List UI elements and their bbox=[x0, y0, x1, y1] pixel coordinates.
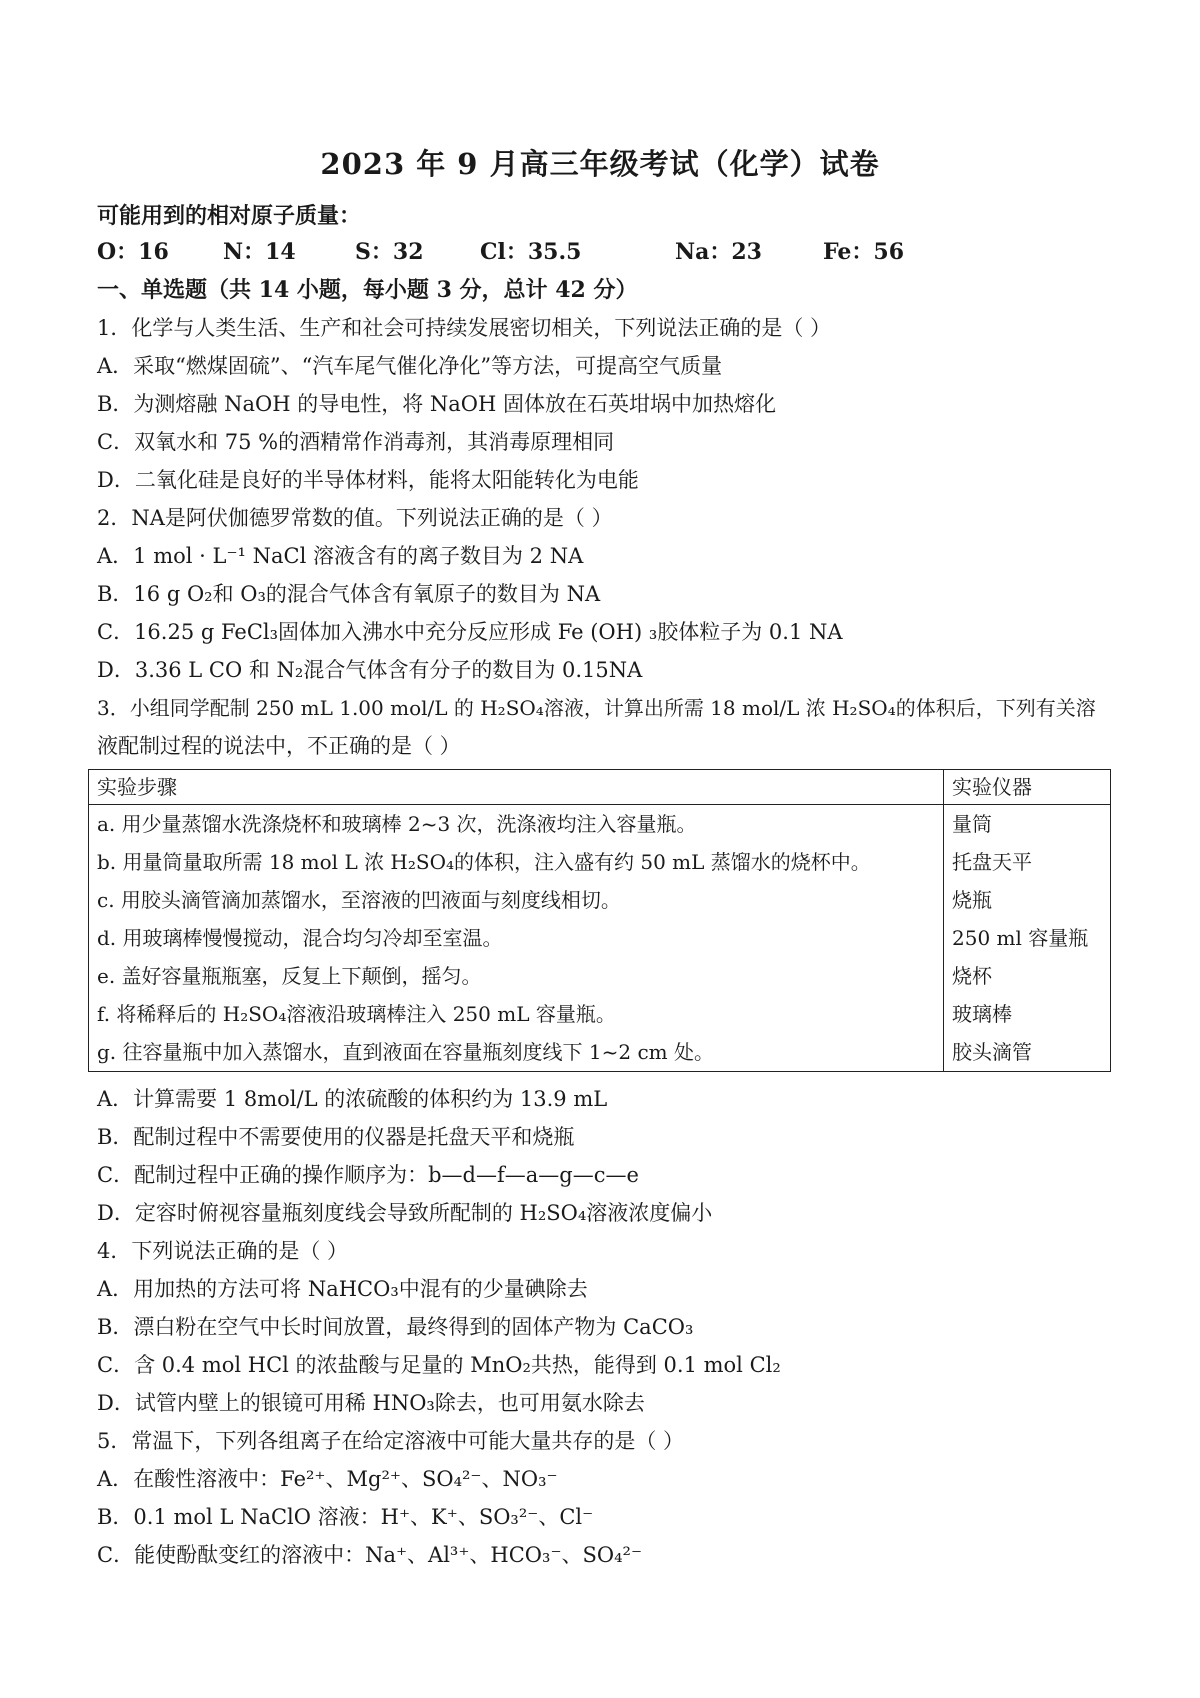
procedure-table bbox=[88, 769, 1111, 1072]
question-3-stem-line-2: 液配制过程的说法中，不正确的是（ ） bbox=[97, 734, 461, 758]
question-5-option-a: A．在酸性溶液中：Fe²⁺、Mg²⁺、SO₄²⁻、NO₃⁻ bbox=[97, 1467, 558, 1491]
procedure-steps-header: 实验步骤 bbox=[89, 770, 944, 805]
question-1-option-c: C．双氧水和 75 %的酒精常作消毒剂，其消毒原理相同 bbox=[97, 430, 615, 454]
instrument-item: 量筒 bbox=[952, 812, 992, 836]
question-4-option-d: D．试管内壁上的银镜可用稀 HNO₃除去，也可用氨水除去 bbox=[97, 1391, 645, 1415]
procedure-step: e. 盖好容量瓶瓶塞，反复上下颠倒，摇匀。 bbox=[97, 964, 482, 988]
question-2-stem: 2．NA是阿伏伽德罗常数的值。下列说法正确的是（ ） bbox=[97, 506, 613, 530]
procedure-step: g. 往容量瓶中加入蒸馏水，直到液面在容量瓶刻度线下 1~2 cm 处。 bbox=[97, 1040, 714, 1064]
question-4-option-c: C．含 0.4 mol HCl 的浓盐酸与足量的 MnO₂共热，能得到 0.1 mol Cl₂ bbox=[97, 1353, 781, 1377]
question-5-stem: 5．常温下，下列各组离子在给定溶液中可能大量共存的是（ ） bbox=[97, 1429, 685, 1453]
question-4-option-a: A．用加热的方法可将 NaHCO₃中混有的少量碘除去 bbox=[97, 1277, 588, 1301]
question-4-stem: 4．下列说法正确的是（ ） bbox=[97, 1239, 349, 1263]
question-2-option-a: A．1 mol · L⁻¹ NaCl 溶液含有的离子数目为 2 NA bbox=[97, 544, 584, 568]
atomic-mass-item: O：16 bbox=[97, 239, 169, 265]
procedure-step: c. 用胶头滴管滴加蒸馏水，至溶液的凹液面与刻度线相切。 bbox=[97, 888, 621, 912]
question-4-option-b: B．漂白粉在空气中长时间放置，最终得到的固体产物为 CaCO₃ bbox=[97, 1315, 694, 1339]
atomic-mass-item: Na：23 bbox=[675, 239, 762, 265]
instrument-item: 烧瓶 bbox=[952, 888, 992, 912]
question-3-option-b: B．配制过程中不需要使用的仪器是托盘天平和烧瓶 bbox=[97, 1125, 575, 1149]
procedure-instruments-header: 实验仪器 bbox=[944, 770, 1111, 805]
section-heading: 一、单选题（共 14 小题，每小题 3 分，总计 42 分） bbox=[97, 277, 638, 303]
question-1-option-a: A．采取“燃煤固硫”、“汽车尾气催化净化”等方法，可提高空气质量 bbox=[97, 354, 723, 378]
instrument-item: 胶头滴管 bbox=[952, 1040, 1032, 1064]
atomic-mass-item: S：32 bbox=[355, 239, 424, 265]
question-3-option-a: A．计算需要 1 8mol/L 的浓硫酸的体积约为 13.9 mL bbox=[97, 1087, 608, 1111]
procedure-table-body bbox=[89, 805, 1111, 1072]
instrument-item: 烧杯 bbox=[952, 964, 992, 988]
question-3-stem-line-1: 3．小组同学配制 250 mL 1.00 mol/L 的 H₂SO₄溶液，计算出所需 18 mol/L 浓 H₂SO₄的体积后，下列有关溶 bbox=[97, 696, 1096, 720]
procedure-step: d. 用玻璃棒慢慢搅动，混合均匀冷却至室温。 bbox=[97, 926, 503, 950]
question-3-option-d: D．定容时俯视容量瓶刻度线会导致所配制的 H₂SO₄溶液浓度偏小 bbox=[97, 1201, 713, 1225]
atomic-mass-item: N：14 bbox=[223, 239, 296, 265]
question-5-option-c: C．能使酚酞变红的溶液中：Na⁺、Al³⁺、HCO₃⁻、SO₄²⁻ bbox=[97, 1543, 643, 1567]
procedure-step: a. 用少量蒸馏水洗涤烧杯和玻璃棒 2~3 次，洗涤液均注入容量瓶。 bbox=[97, 812, 697, 836]
question-2-option-c: C．16.25 g FeCl₃固体加入沸水中充分反应形成 Fe (OH) ₃胶体粒子为 0.1 NA bbox=[97, 620, 843, 644]
procedure-table-header bbox=[89, 770, 1111, 805]
question-1-option-d: D．二氧化硅是良好的半导体材料，能将太阳能转化为电能 bbox=[97, 468, 639, 492]
procedure-steps-cell bbox=[89, 805, 944, 1072]
question-2-option-d: D．3.36 L CO 和 N₂混合气体含有分子的数目为 0.15NA bbox=[97, 658, 643, 682]
atomic-mass-label: 可能用到的相对原子质量： bbox=[97, 203, 362, 229]
procedure-step: b. 用量筒量取所需 18 mol L 浓 H₂SO₄的体积，注入盛有约 50 mL 蒸馏水的烧杯中。 bbox=[97, 850, 871, 874]
instrument-item: 250 ml 容量瓶 bbox=[952, 926, 1089, 950]
question-5-option-b: B．0.1 mol L NaClO 溶液：H⁺、K⁺、SO₃²⁻、Cl⁻ bbox=[97, 1505, 594, 1529]
question-1-stem: 1．化学与人类生活、生产和社会可持续发展密切相关，下列说法正确的是（ ） bbox=[97, 316, 832, 340]
atomic-mass-item: Fe：56 bbox=[823, 239, 905, 265]
atomic-mass-item: Cl：35.5 bbox=[480, 239, 582, 265]
instrument-item: 托盘天平 bbox=[952, 850, 1032, 874]
question-1-option-b: B．为测熔融 NaOH 的导电性，将 NaOH 固体放在石英坩埚中加热熔化 bbox=[97, 392, 776, 416]
procedure-step: f. 将稀释后的 H₂SO₄溶液沿玻璃棒注入 250 mL 容量瓶。 bbox=[97, 1002, 616, 1026]
instrument-item: 玻璃棒 bbox=[952, 1002, 1012, 1026]
question-2-option-b: B．16 g O₂和 O₃的混合气体含有氧原子的数目为 NA bbox=[97, 582, 601, 606]
question-3-option-c: C．配制过程中正确的操作顺序为：b—d—f—a—g—c—e bbox=[97, 1163, 639, 1187]
page-title: 2023 年 9 月高三年级考试（化学）试卷 bbox=[320, 147, 880, 181]
procedure-instruments-cell bbox=[944, 805, 1111, 1072]
